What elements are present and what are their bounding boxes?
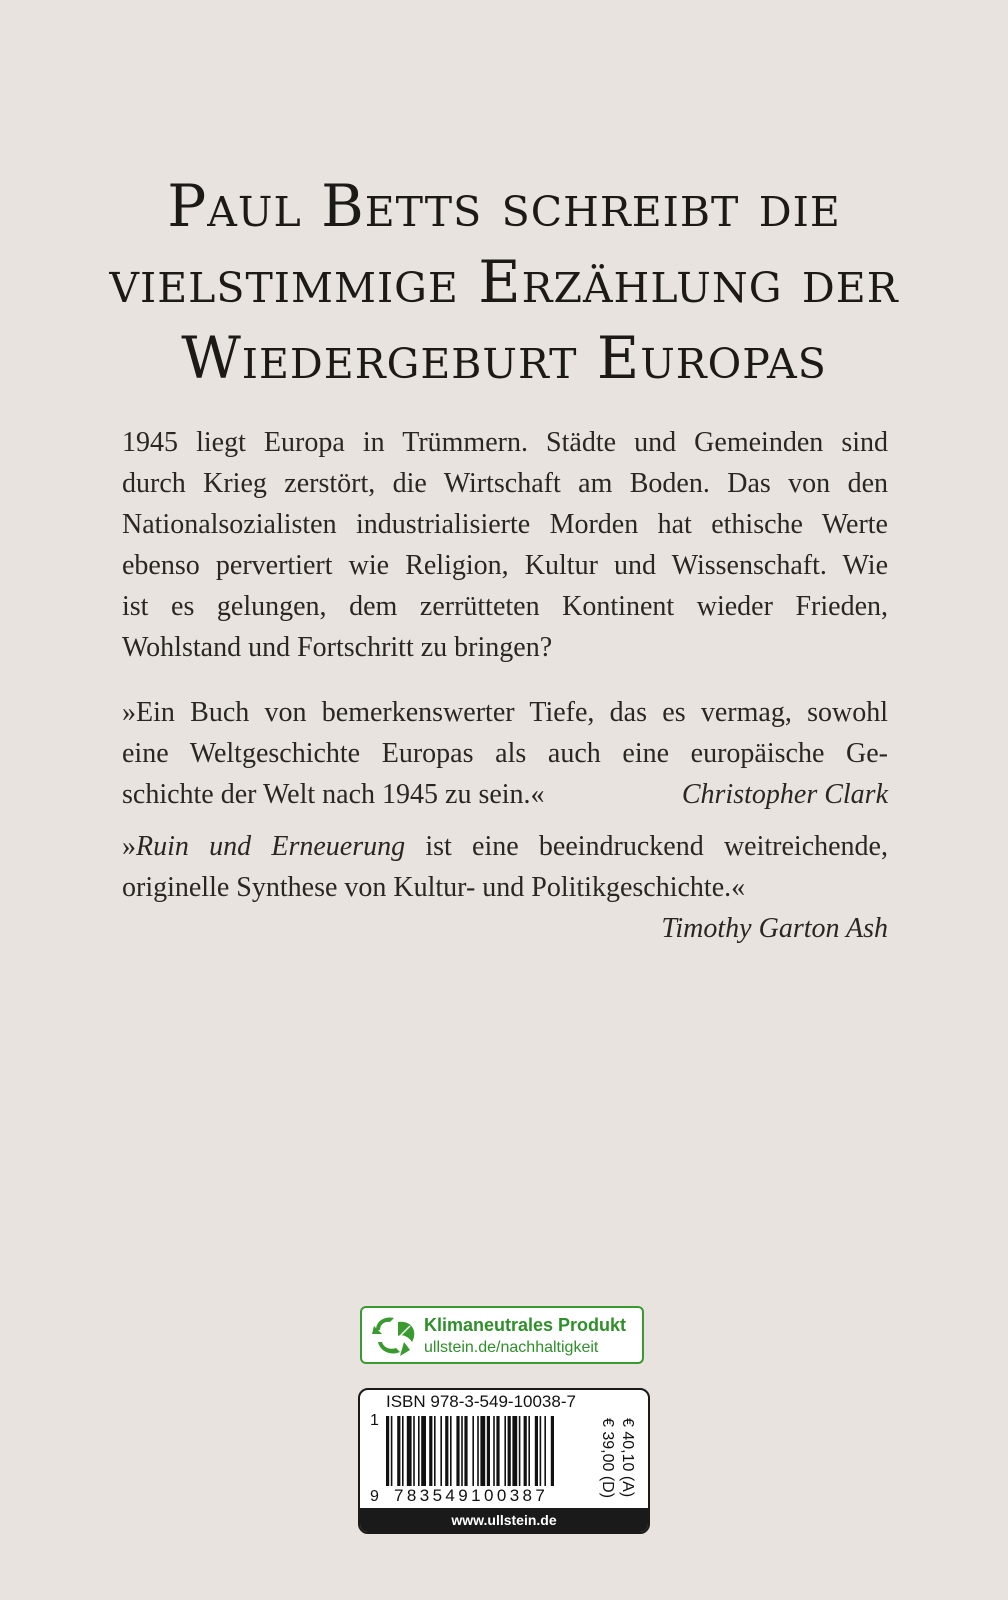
quote-author: Timothy Garton Ash bbox=[661, 913, 888, 944]
review-quote-garton-ash bbox=[122, 826, 888, 949]
barcode-label bbox=[358, 1388, 650, 1534]
quote-line: eine Weltgeschichte Europas als auch eine europäische Ge- bbox=[122, 738, 888, 769]
blurb-line: ebenso pervertiert wie Religion, Kultur und Wissenschaft. Wie bbox=[122, 550, 888, 581]
quote-last-row bbox=[122, 774, 888, 815]
barcode-bar bbox=[535, 1416, 538, 1486]
blurb-line: Nationalsozialisten industrialisierte Morden hat ethische Werte bbox=[122, 509, 888, 540]
quote-open-mark: » bbox=[122, 831, 136, 862]
barcode-bar bbox=[386, 1416, 389, 1486]
barcode-bar bbox=[472, 1416, 474, 1486]
blurb-line: 1945 liegt Europa in Trümmern. Städte und Gemeinden sind bbox=[122, 427, 888, 458]
barcode-bar bbox=[504, 1416, 506, 1486]
leaf-recycle-icon bbox=[368, 1312, 420, 1360]
headline bbox=[60, 168, 948, 396]
barcode-bar bbox=[508, 1416, 511, 1486]
quote-author: Christopher Clark bbox=[681, 779, 888, 810]
barcode-digits: 783549100387 bbox=[394, 1486, 549, 1505]
barcode-bar bbox=[524, 1416, 527, 1486]
barcode-bar bbox=[421, 1416, 426, 1486]
barcode-bar bbox=[519, 1416, 521, 1486]
blurb-paragraph bbox=[122, 422, 888, 668]
price-germany: € 39,00 (D) bbox=[599, 1418, 616, 1499]
barcode-bar bbox=[477, 1416, 479, 1486]
barcode-bar bbox=[391, 1416, 393, 1486]
headline-line-2: vielstimmige Erzählung der bbox=[109, 248, 899, 316]
barcode-bar bbox=[512, 1416, 517, 1486]
badge-title: Klimaneutrales Produkt bbox=[424, 1315, 627, 1335]
headline-line-1: Paul Betts schreibt die bbox=[167, 172, 841, 240]
barcode-bar bbox=[480, 1416, 485, 1486]
barcode-bar bbox=[418, 1416, 420, 1486]
quote-text: ist eine beeindruckend weitreichende, bbox=[405, 831, 888, 862]
barcode-bar bbox=[413, 1416, 415, 1486]
climate-neutral-badge bbox=[360, 1306, 644, 1364]
barcode-bar bbox=[450, 1416, 452, 1486]
barcode-bar bbox=[456, 1416, 459, 1486]
barcode-bar bbox=[540, 1416, 542, 1486]
review-quote-clark bbox=[122, 692, 888, 815]
publisher-url: www.ullstein.de bbox=[360, 1508, 648, 1532]
quote-line: »Ein Buch von bemerkenswerter Tiefe, das es vermag, sowohl bbox=[122, 697, 888, 728]
headline-line-3: Wiedergeburt Europas bbox=[181, 324, 827, 392]
price-austria: € 40,10 (A) bbox=[619, 1418, 636, 1498]
quote-line: originelle Synthese von Kultur- und Politikgeschichte.« bbox=[122, 872, 746, 903]
barcode-bar bbox=[440, 1416, 442, 1486]
blurb-line: ist es gelungen, dem zerrütteten Kontinent wieder Frieden, bbox=[122, 591, 888, 622]
barcode-bar bbox=[434, 1416, 436, 1486]
barcode-bar bbox=[464, 1416, 467, 1486]
barcode-bar bbox=[487, 1416, 490, 1486]
book-title: Ruin und Erneuerung bbox=[136, 831, 406, 862]
barcode-bar bbox=[496, 1416, 499, 1486]
quote-line bbox=[122, 826, 888, 867]
quote-line: schichte der Welt nach 1945 zu sein.« bbox=[122, 779, 545, 810]
barcode-bar bbox=[544, 1416, 546, 1486]
barcode-bar bbox=[407, 1416, 412, 1486]
barcode-digit-top: 1 bbox=[370, 1412, 379, 1429]
blurb-line: Wohlstand und Fortschritt zu bringen? bbox=[122, 632, 553, 663]
barcode-bar bbox=[402, 1416, 404, 1486]
price-block bbox=[592, 1418, 642, 1504]
barcode-bar bbox=[445, 1416, 448, 1486]
barcode-bar bbox=[429, 1416, 432, 1486]
barcode-digit-bottom: 9 bbox=[370, 1488, 379, 1505]
blurb-line: durch Krieg zerstört, die Wirtschaft am Boden. Das von den bbox=[122, 468, 888, 499]
isbn-text: ISBN 978-3-549-10038-7 bbox=[386, 1392, 576, 1411]
barcode-bar bbox=[397, 1416, 400, 1486]
barcode-bar bbox=[461, 1416, 463, 1486]
barcode-bar bbox=[493, 1416, 495, 1486]
barcode-bar bbox=[528, 1416, 530, 1486]
badge-url: ullstein.de/nachhaltigkeit bbox=[424, 1339, 599, 1356]
barcode-bar bbox=[551, 1416, 554, 1486]
